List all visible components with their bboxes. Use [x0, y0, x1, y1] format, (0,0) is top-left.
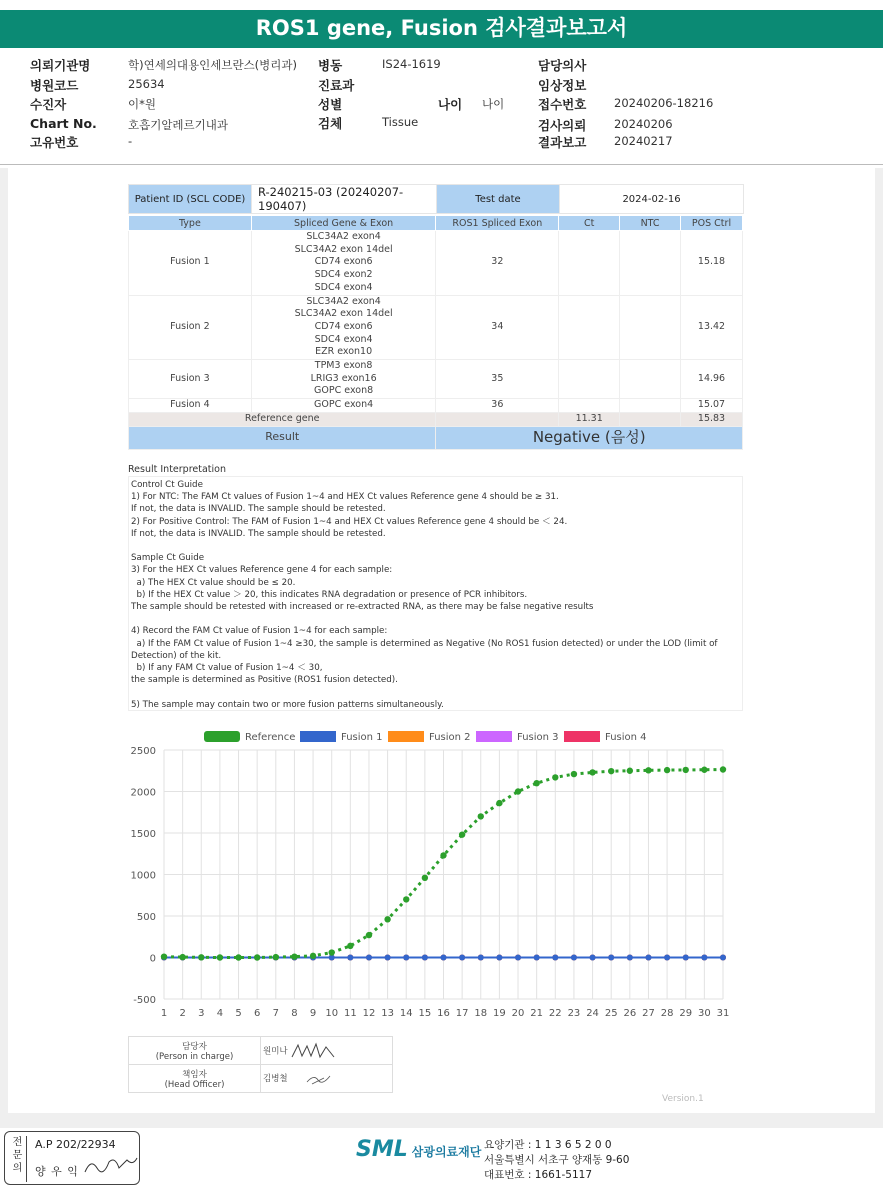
unique-label: 고유번호	[30, 135, 79, 150]
data-point	[496, 955, 502, 961]
legend-swatch	[564, 731, 600, 742]
x-tick-label: 25	[604, 1008, 618, 1019]
data-point	[515, 788, 521, 794]
data-point	[366, 955, 372, 961]
report-date-label: 결과보고	[538, 135, 587, 150]
result-label: Result	[129, 426, 436, 449]
x-tick-label: 16	[437, 1008, 450, 1019]
reference-row	[129, 412, 743, 426]
x-tick-label: 9	[309, 1008, 317, 1019]
data-point	[422, 875, 428, 881]
x-tick-label: 14	[399, 1008, 413, 1019]
col-type: Type	[129, 216, 252, 231]
x-tick-label: 1	[160, 1008, 168, 1019]
logo-name: 삼광의료재단	[411, 1145, 482, 1159]
gene-entry: LRIG3 exon16	[310, 372, 377, 384]
data-point	[515, 955, 521, 961]
legend-swatch	[300, 731, 336, 742]
table-row	[129, 295, 743, 360]
patient-id-value: R-240215-03 (20240207-190407)	[252, 185, 437, 214]
y-axis-ticks	[131, 746, 156, 1006]
data-point	[720, 766, 726, 772]
gene-entry: TPM3 exon8	[314, 360, 373, 372]
results-table	[128, 215, 743, 450]
patient-label: 수진자	[30, 97, 67, 112]
x-tick-label: 3	[198, 1008, 205, 1019]
y-tick-label: 2500	[130, 746, 156, 757]
gene-list	[251, 231, 436, 296]
legend-swatch	[388, 731, 424, 742]
legend-label: Reference	[245, 732, 296, 743]
legend-label: Fusion 4	[605, 732, 647, 743]
data-point	[161, 953, 167, 959]
data-point	[552, 955, 558, 961]
col-ros1-exon: ROS1 Spliced Exon	[436, 216, 559, 231]
clinical-label: 임상정보	[538, 78, 587, 93]
reference-pos: 15.83	[681, 412, 743, 426]
data-point	[571, 955, 577, 961]
y-tick-label: 0	[149, 953, 156, 965]
ros1-exon: 36	[436, 399, 559, 413]
data-point	[683, 955, 689, 961]
x-tick-label: 18	[474, 1008, 488, 1019]
data-point	[571, 771, 577, 777]
pos-ctrl-value: 14.96	[681, 360, 743, 399]
data-point	[329, 949, 335, 955]
chart-grid	[164, 750, 723, 999]
data-point	[254, 954, 260, 960]
x-tick-label: 13	[381, 1008, 394, 1019]
legend-label: Fusion 2	[429, 732, 471, 743]
ward-value: IS24-1619	[382, 57, 441, 71]
fusion-type: Fusion 4	[129, 399, 252, 413]
data-point	[440, 852, 446, 858]
ros1-exon: 32	[436, 231, 559, 296]
x-tick-label: 29	[679, 1008, 693, 1019]
reference-ntc	[620, 412, 681, 426]
data-point	[533, 780, 539, 786]
data-point	[235, 954, 241, 960]
data-point	[310, 953, 316, 959]
data-point	[403, 955, 409, 961]
gene-entry: SLC34A2 exon 14del	[294, 243, 393, 255]
specimen-label: 검체	[318, 116, 343, 131]
data-point	[478, 813, 484, 819]
gene-entry: SLC34A2 exon4	[306, 231, 381, 242]
data-point	[701, 955, 707, 961]
data-point	[478, 955, 484, 961]
gene-list	[251, 360, 436, 399]
gene-entry: GOPC exon8	[314, 385, 374, 397]
gene-entry: SDC4 exon2	[314, 269, 373, 281]
gene-entry: EZR exon10	[315, 346, 373, 358]
ros1-exon: 35	[436, 360, 559, 399]
ct-value	[559, 360, 620, 399]
x-tick-label: 7	[272, 1008, 279, 1019]
signature-image	[304, 1072, 334, 1086]
chart-no-label: Chart No.	[30, 116, 97, 131]
data-point	[347, 943, 353, 949]
gene-list	[251, 295, 436, 360]
y-tick-label: 1000	[130, 870, 156, 882]
data-point	[384, 916, 390, 922]
chart-no-value: 호흡기알레르기내과	[128, 118, 228, 132]
pos-ctrl-value: 13.42	[681, 295, 743, 360]
data-point	[273, 954, 279, 960]
address-line: 서울특별시 서초구 양재동 9-60	[484, 1154, 630, 1166]
data-point	[496, 800, 502, 806]
result-row	[129, 426, 743, 449]
ct-value	[559, 295, 620, 360]
head-officer-name: 김병철	[263, 1073, 288, 1084]
test-date-label: Test date	[437, 185, 560, 214]
data-point	[645, 955, 651, 961]
request-label: 검사의뢰	[538, 118, 587, 133]
y-tick-label: 500	[136, 912, 156, 923]
reference-exon	[436, 412, 559, 426]
y-tick-label: -500	[133, 995, 156, 1006]
patient-value: 이*원	[128, 97, 156, 111]
institution-label: 의뢰기관명	[30, 58, 91, 73]
person-in-charge-cell	[261, 1037, 393, 1065]
data-point	[590, 955, 596, 961]
request-value: 20240206	[614, 117, 673, 131]
institution-address	[484, 1138, 629, 1183]
fusion-type: Fusion 2	[129, 295, 252, 360]
stamp-vertical-label: 전문의	[9, 1136, 27, 1182]
report-footer	[0, 1128, 883, 1196]
doctor-label: 담당의사	[538, 58, 587, 73]
col-ntc: NTC	[620, 216, 681, 231]
hospital-code-value: 25634	[128, 77, 165, 91]
patient-info	[0, 50, 883, 168]
data-point	[403, 896, 409, 902]
x-tick-label: 11	[343, 1008, 357, 1019]
ct-value	[559, 399, 620, 413]
data-point	[627, 768, 633, 774]
signature-table	[128, 1036, 393, 1093]
x-tick-label: 2	[179, 1008, 186, 1019]
data-point	[608, 768, 614, 774]
data-point	[720, 955, 726, 961]
data-point	[459, 831, 465, 837]
data-point	[385, 955, 391, 961]
receipt-label: 접수번호	[538, 97, 587, 112]
legend-label: Fusion 1	[341, 732, 383, 743]
x-tick-label: 6	[253, 1008, 261, 1019]
data-point	[291, 953, 297, 959]
data-point	[608, 955, 614, 961]
sml-logo	[356, 1137, 481, 1162]
gene-entry: SLC34A2 exon4	[306, 295, 381, 307]
data-point	[664, 955, 670, 961]
report-title-text: ROS1 gene, Fusion 검사결과보고서	[255, 16, 628, 40]
stamp-name: 양 우 익	[35, 1165, 79, 1178]
receipt-value: 20240206-18216	[614, 96, 714, 110]
amplification-chart	[128, 726, 743, 1026]
hospital-code-label: 병원코드	[30, 78, 79, 93]
x-tick-label: 30	[697, 1008, 711, 1019]
signature-image	[81, 1154, 141, 1180]
x-tick-label: 31	[716, 1008, 730, 1019]
specimen-value: Tissue	[382, 115, 419, 129]
patient-id-label: Patient ID (SCL CODE)	[129, 185, 252, 214]
x-tick-label: 4	[216, 1008, 224, 1019]
phone-line: 대표번호 : 1661-5117	[484, 1169, 593, 1181]
chart-legend	[204, 731, 647, 743]
head-officer-cell	[261, 1065, 393, 1093]
col-ct: Ct	[559, 216, 620, 231]
data-point	[645, 767, 651, 773]
age-label: 나이	[438, 97, 463, 112]
legend-swatch	[476, 731, 512, 742]
table-row	[129, 231, 743, 296]
x-tick-label: 27	[642, 1008, 655, 1019]
y-tick-label: 2000	[130, 787, 156, 799]
gene-entry: GOPC exon4	[314, 399, 374, 411]
x-tick-label: 20	[511, 1008, 525, 1019]
interpretation-title: Result Interpretation	[128, 464, 226, 475]
institution-value: 학)연세의대용인세브란스(병리과)	[128, 58, 297, 72]
data-point	[683, 767, 689, 773]
pathologist-stamp	[4, 1131, 140, 1185]
ros1-exon: 34	[436, 295, 559, 360]
reference-label: Reference gene	[129, 412, 436, 426]
data-point	[701, 767, 707, 773]
logo-mark: SML	[356, 1137, 408, 1162]
legend-swatch	[204, 731, 240, 742]
y-tick-label: 1500	[130, 829, 156, 840]
gene-entry: CD74 exon6	[314, 256, 373, 268]
version-label: Version.1	[662, 1094, 704, 1104]
x-tick-label: 19	[493, 1008, 506, 1019]
data-point	[459, 955, 465, 961]
x-tick-label: 26	[623, 1008, 637, 1019]
x-tick-label: 28	[660, 1008, 674, 1019]
data-point	[179, 954, 185, 960]
x-tick-label: 23	[567, 1008, 581, 1019]
col-genes: Spliced Gene & Exon	[251, 216, 436, 231]
pos-ctrl-value: 15.18	[681, 231, 743, 296]
data-point	[664, 767, 670, 773]
data-point	[422, 955, 428, 961]
gene-entry: SLC34A2 exon 14del	[294, 308, 393, 320]
gene-entry: SDC4 exon4	[314, 333, 373, 345]
sex-label: 성별	[318, 97, 343, 112]
signature-image	[290, 1041, 338, 1061]
gene-entry: CD74 exon6	[314, 320, 373, 332]
ward-label: 병동	[318, 58, 343, 73]
institution-code: 요양기관 : 1 1 3 6 5 2 0 0	[484, 1139, 612, 1151]
fusion-type: Fusion 1	[129, 231, 252, 296]
fusion-type: Fusion 3	[129, 360, 252, 399]
report-date-value: 20240217	[614, 134, 673, 148]
result-value: Negative (음성)	[436, 426, 743, 449]
x-tick-label: 10	[325, 1008, 339, 1019]
stamp-license: A.P 202/22934	[35, 1138, 116, 1151]
data-point	[217, 954, 223, 960]
test-date-value: 2024-02-16	[560, 185, 744, 214]
x-tick-label: 5	[235, 1008, 242, 1019]
department-label: 진료과	[318, 78, 355, 93]
x-tick-label: 24	[586, 1008, 599, 1019]
data-point	[347, 955, 353, 961]
col-pos-ctrl: POS Ctrl	[681, 216, 743, 231]
gene-entry: SDC4 exon4	[314, 281, 373, 293]
sample-meta-table	[128, 184, 744, 214]
table-row	[129, 399, 743, 413]
data-point	[198, 954, 204, 960]
ntc-value	[620, 231, 681, 296]
person-in-charge-label: 담당자 (Person in charge)	[129, 1037, 261, 1065]
person-in-charge-name: 원미나	[263, 1046, 288, 1056]
data-point	[441, 955, 447, 961]
pos-ctrl-value: 15.07	[681, 399, 743, 413]
x-axis-ticks	[161, 1008, 730, 1019]
unique-value: -	[128, 134, 133, 148]
table-row	[129, 360, 743, 399]
data-point	[534, 955, 540, 961]
report-title	[0, 0, 883, 48]
x-tick-label: 21	[530, 1008, 544, 1019]
interpretation-text: Control Ct Guide 1) For NTC: The FAM Ct values of Fusion 1~4 and HEX Ct values Reference gene 4 should be ≥ 31. If not, the data is INVALID. The sample should be retested. 2) For Positive Control: The FAM of Fusion 1~4 and HEX Ct values Reference gene 4 should be ＜ 24. If not, the data is INVALID. The sample should be retested. Sample Ct Guide 3) For the HEX Ct values Reference gene 4 for each sample: a) The HEX Ct value should be ≤ 20. b) If the HEX Ct value ＞ 20, this indicates RNA degradation or presence of PCR inhibitors. The sample should be retested with increased or re-extracted RNA, as there may be false negative results 4) Record the FAM Ct value of Fusion 1~4 for each sample: a) If the FAM Ct value of Fusion 1~4 ≥30, the sample is determined as Negative (No ROS1 fusion detected) or under the LOD (limit of Detection) of the kit. b) If any FAM Ct value of Fusion 1~4 ＜ 30, the sample is determined as Positive (ROS1 fusion detected). 5) The sample may contain two or more fusion patterns simultaneously.	[128, 476, 743, 711]
reference-ct: 11.31	[559, 412, 620, 426]
x-tick-label: 12	[362, 1008, 376, 1019]
ct-value	[559, 231, 620, 296]
x-tick-label: 15	[418, 1008, 432, 1019]
head-officer-label: 책임자 (Head Officer)	[129, 1065, 261, 1093]
ntc-value	[620, 360, 681, 399]
x-tick-label: 17	[455, 1008, 469, 1019]
data-point	[552, 774, 558, 780]
x-tick-label: 8	[291, 1008, 298, 1019]
ntc-value	[620, 399, 681, 413]
data-point	[627, 955, 633, 961]
data-point	[366, 932, 372, 938]
data-point	[589, 769, 595, 775]
x-tick-label: 22	[548, 1008, 562, 1019]
ntc-value	[620, 295, 681, 360]
legend-label: Fusion 3	[517, 732, 559, 743]
gene-list	[251, 399, 436, 413]
age-value: 나이	[482, 97, 505, 111]
